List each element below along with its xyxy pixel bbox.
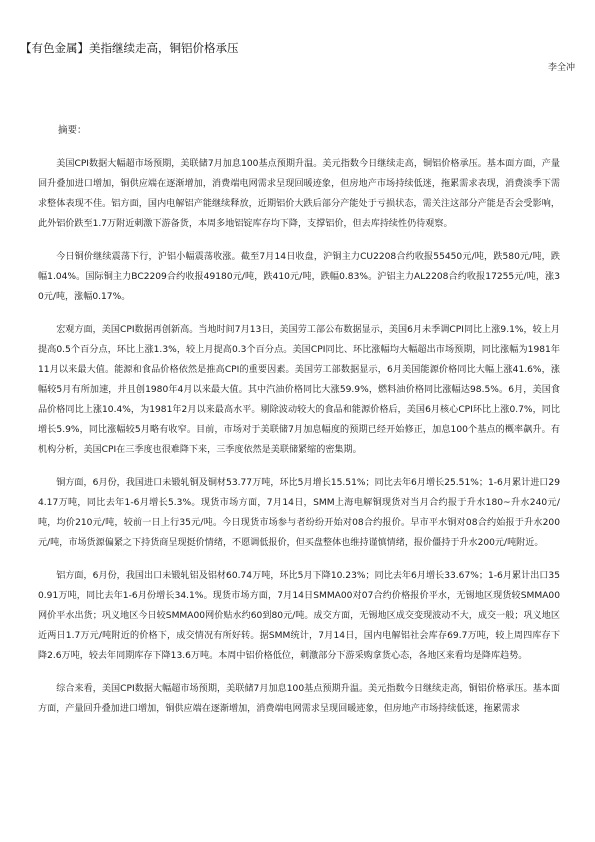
paragraph-market-prices: 今日铜价继续震荡下行，沪铝小幅震荡收涨。截至7月14日收盘，沪铜主力CU2208合约收报55450元/吨，跌580元/吨，跌幅1.04%。国际铜主力BC2209合约收报49180元/吨，跌410元/吨，跌幅0.83%。沪铝主力AL2208合约收报17255元/吨，涨30元/吨，涨幅0.17%。 [38, 252, 560, 302]
abstract-label: 摘要： [58, 125, 87, 136]
paragraph-aluminum: 铝方面，6月份，我国出口未锻轧铝及铝材60.74万吨，环比5月下降10.23%；同比去年6月增长33.67%；1-6月累计出口350.91万吨，同比去年1-6月份增长34.1%。现货市场方面，7月14日SMMA00对07合约价格报价平水，无锡地区现货较SMMA00网价平水出货；巩义地区今日较SMMA00网价贴水约60到80元/吨。成交方面，无锡地区成交变现波动不大，成交一般；巩义地区近两日1.7万元/吨附近的价格下，成交情况有所好转。据SMM统计，7月14日，国内电解铝社会库存69.7万吨，较上周四库存下降2.6万吨，较去年同期库存下降13.6万吨。本周中铝价格低位，刺激部分下游采购拿货心态，各地区来看均是降库趋势。 [38, 571, 560, 661]
paragraph-conclusion: 综合来看，美国CPI数据大幅超市场预期，美联储7月加息100基点预期升温。美元指数今日继续走高，铜铝价格承压。基本面方面，产量回升叠加进口增加，铜供应端在逐渐增加，消费端电网需求呈现回暖迹象，但房地产市场持续低迷，拖累需求 [38, 684, 560, 714]
document-title: 【有色金属】美指继续走高，铜铝价格承压 [20, 41, 239, 55]
author-name: 李全冲 [547, 63, 575, 73]
paragraph-summary: 美国CPI数据大幅超市场预期，美联储7月加息100基点预期升温。美元指数今日继续走高，铜铝价格承压。基本面方面，产量回升叠加进口增加，铜供应端在逐渐增加，消费端电网需求呈现回暖迹象，但房地产市场持续低迷，拖累需求表现，消费淡季下需求整体表现不佳。铝方面，国内电解铝产能继续释放，近期铝价大跌后部分产能处于亏损状态，需关注这部分产能是否会受影响，此外铝价跌至1.7万附近刺激下游备货，本周多地铝锭库存均下降，支撑铝价，但去库持续性仍待观察。 [38, 159, 560, 229]
paragraph-copper: 铜方面，6月份，我国进口未锻轧铜及铜材53.77万吨，环比5月增长15.51%；同比去年6月增长25.51%；1-6月累计进口294.17万吨，同比去年1-6月增长5.3%。现货市场方面，7月14日，SMM上海电解铜现货对当月合约报于升水180~升水240元/吨，均价210元/吨，较前一日上行35元/吨。今日现货市场参与者纷纷开始对08合约报价。早市平水铜对08合约始报于升水200元/吨，市场货源偏紧之下持货商呈现挺价情绪，不愿调低报价，但买盘整体也维持谨慎情绪，报价僵持于升水200元/吨附近。 [38, 478, 560, 548]
paragraph-macro: 宏观方面，美国CPI数据再创新高。当地时间7月13日，美国劳工部公布数据显示，美国6月未季调CPI同比上涨9.1%，较上月提高0.5个百分点，环比上涨1.3%，较上月提高0.3个百分点。美国CPI同比、环比涨幅均大幅超出市场预期，同比涨幅为1981年11月以来最大值。能源和食品价格依然是推高CPI的重要因素。美国劳工部数据显示，6月美国能源价格同比大幅上涨41.6%，涨幅较5月有所加速，并且创1980年4月以来最大值。其中汽油价格同比大涨59.9%，燃料油价格同比涨幅达98.5%。6月，美国食品价格同比上涨10.4%，为1981年2月以来最高水平。剔除波动较大的食品和能源价格后，美国6月核心CPI环比上涨0.7%，同比增长5.9%，同比涨幅较5月略有收窄。目前，市场对于美联储7月加息幅度的预期已经开始修正，加息100个基点的概率飙升。有机构分析，美国CPI在三季度也很难降下来，三季度依然是美联储紧缩的密集期。 [38, 325, 560, 455]
document-body [38, 154, 560, 732]
